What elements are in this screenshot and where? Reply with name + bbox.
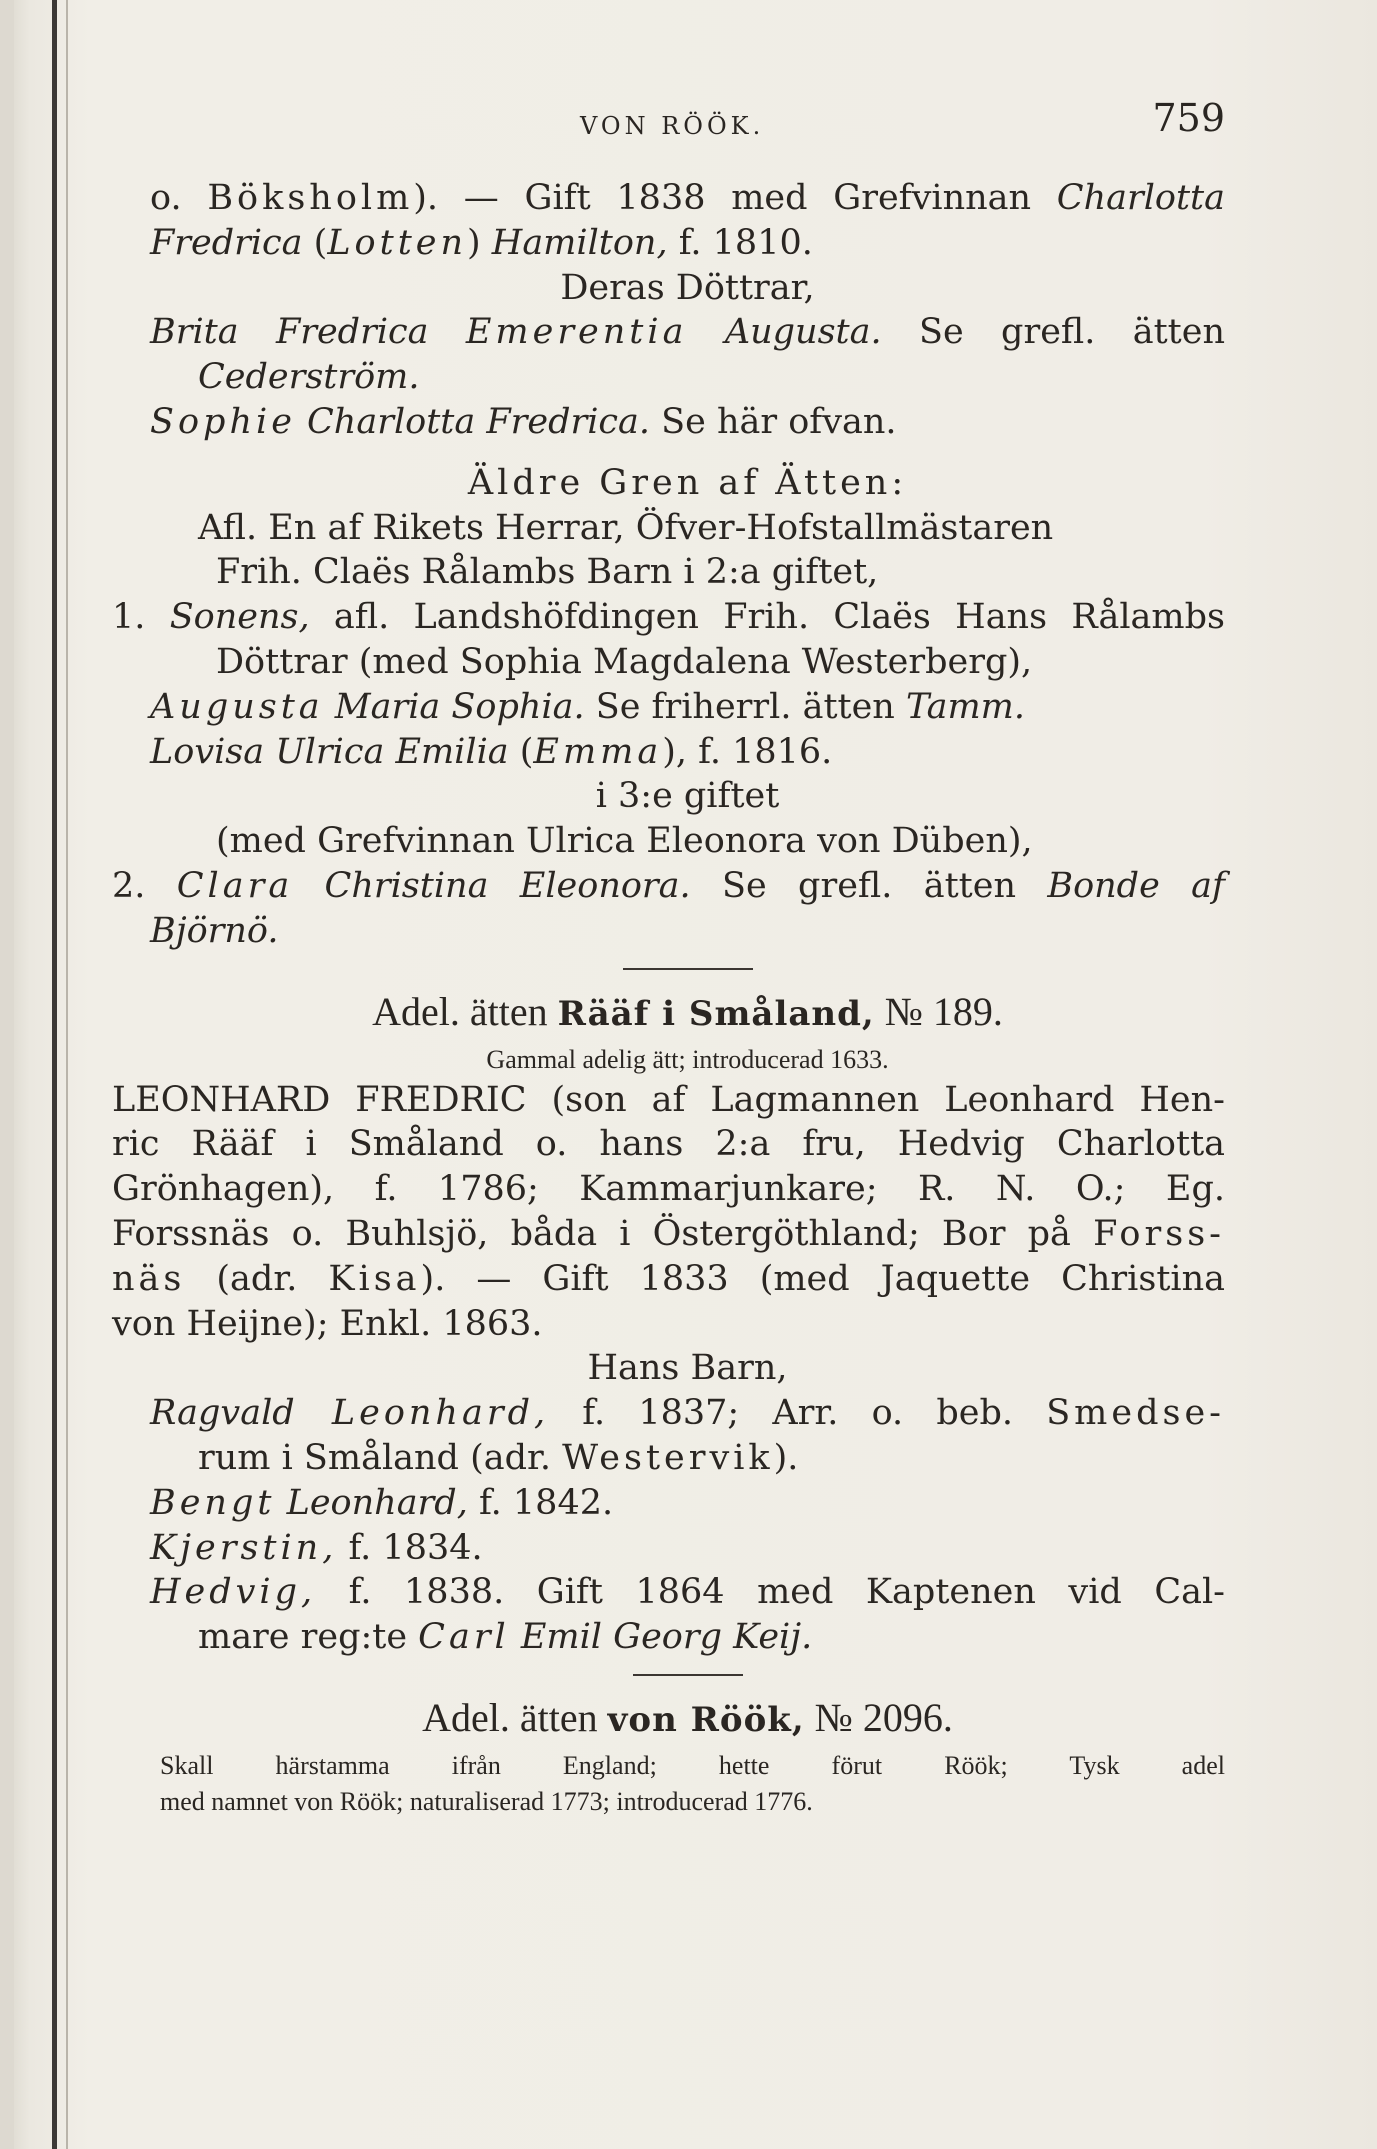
text-line: Frih. Claës Rålambs Barn i 2:a giftet, xyxy=(216,552,879,593)
family-subtitle: Gammal adelig ätt; introducerad 1633. xyxy=(486,1044,889,1074)
text-line: Augusta Maria Sophia. Se friherrl. ätten Tamm. xyxy=(150,686,1025,727)
text-line: Hedvig, f. 1838. Gift 1864 med Kaptenen vid Cal- xyxy=(150,1572,1225,1613)
text-line: Cederström. xyxy=(198,357,420,398)
divider-rule xyxy=(623,968,753,970)
text-line: 1. Sonens, afl. Landshöfdingen Frih. Claës Hans Rålambs xyxy=(112,597,1225,638)
text-line: Fredrica (Lotten) Hamilton, f. 1810. xyxy=(150,222,813,263)
text-line: Kjerstin, f. 1834. xyxy=(150,1527,483,1568)
text-line: Ragvald Leonhard, f. 1837; Arr. o. beb. Smedse- xyxy=(150,1393,1225,1434)
section-heading: Äldre Gren af Ätten: xyxy=(467,462,908,503)
text-line: ric Rääf i Småland o. hans 2:a fru, Hedvig Charlotta xyxy=(112,1124,1225,1165)
text-line: Sophie Charlotta Fredrica. Se här ofvan. xyxy=(150,401,897,442)
text-line: o. Böksholm). — Gift 1838 med Grefvinnan Charlotta xyxy=(150,178,1225,218)
text-line: Brita Fredrica Emerentia Augusta. Se grefl. ätten xyxy=(150,312,1226,353)
page-number: 759 xyxy=(1152,96,1225,140)
text-line: näs (adr. Kisa). — Gift 1833 (med Jaquette Christina xyxy=(112,1258,1225,1299)
text-line: Hans Barn, xyxy=(587,1348,788,1389)
family-heading: Adel. ätten Rääf i Småland, № 189. xyxy=(372,988,1003,1034)
family-name: Rääf i Småland, xyxy=(557,993,875,1034)
text-line: rum i Småland (adr. Westervik). xyxy=(198,1437,799,1478)
text-line: Björnö. xyxy=(150,910,279,951)
text-line: Bengt Leonhard, f. 1842. xyxy=(150,1482,614,1523)
page-header xyxy=(150,96,1225,148)
running-title: VON RÖÖK. xyxy=(580,112,765,140)
divider-rule xyxy=(633,1674,743,1676)
text-line: (med Grefvinnan Ulrica Eleonora von Düben), xyxy=(216,821,1033,862)
page-edge xyxy=(0,0,14,2149)
text-line: LEONHARD FREDRIC (son af Lagmannen Leonhard Hen- xyxy=(112,1079,1225,1120)
text-line: von Heijne); Enkl. 1863. xyxy=(112,1303,543,1344)
text-line: Deras Döttrar, xyxy=(560,267,815,308)
text-line: Forssnäs o. Buhlsjö, båda i Östergöthland; Bor på Forss- xyxy=(112,1213,1225,1254)
family-name: von Röök, xyxy=(607,1699,805,1740)
family-heading: Adel. ätten von Röök, № 2096. xyxy=(422,1694,953,1740)
book-gutter-line xyxy=(66,0,68,2149)
text-line: Döttrar (med Sophia Magdalena Westerberg), xyxy=(216,641,1033,682)
text-line: 2. Clara Christina Eleonora. Se grefl. ätten Bonde af xyxy=(112,865,1225,906)
book-spine-line xyxy=(52,0,57,2149)
text-line: mare reg:te Carl Emil Georg Keij. xyxy=(198,1617,813,1658)
text-line: Skall härstamma ifrån England; hette förut Röök; Tysk adel xyxy=(160,1750,1225,1780)
text-line: i 3:e giftet xyxy=(595,776,780,817)
text-line: Grönhagen), f. 1786; Kammarjunkare; R. N. O.; Eg. xyxy=(112,1169,1225,1210)
text-line: med namnet von Röök; naturaliserad 1773; introducerad 1776. xyxy=(160,1786,813,1816)
text-line: Lovisa Ulrica Emilia (Emma), f. 1816. xyxy=(150,731,833,772)
text-line: Afl. En af Rikets Herrar, Öfver-Hofstallmästaren xyxy=(198,507,1054,548)
page-text xyxy=(112,96,1226,1820)
